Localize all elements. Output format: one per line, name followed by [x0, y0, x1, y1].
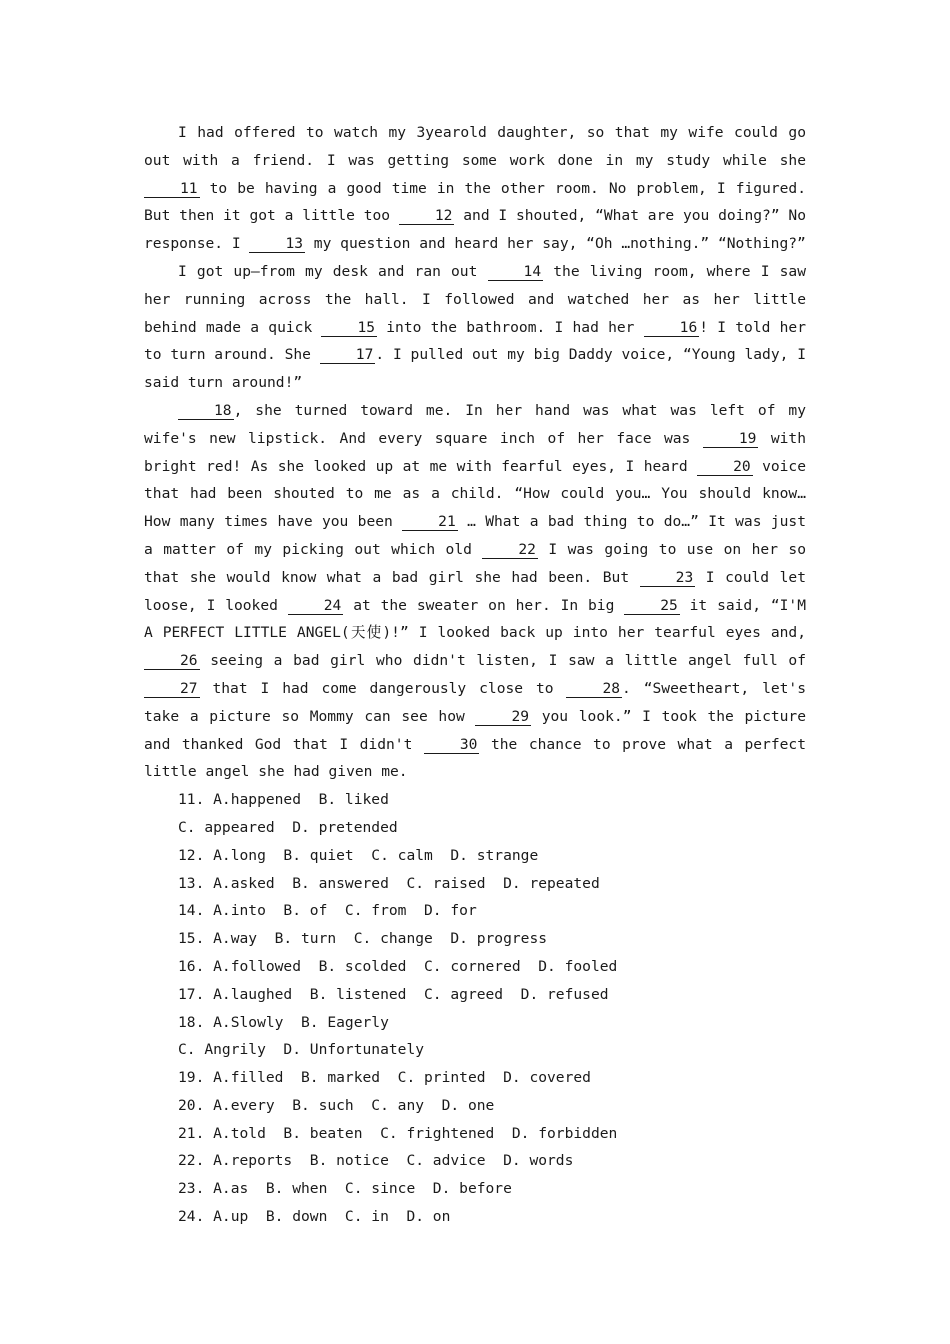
blank-17: 17 — [320, 346, 376, 364]
passage-text: my question and heard her say, “Oh …nothing.” “Nothing?” — [305, 235, 806, 253]
passage-text: at the sweater on her. In big — [343, 596, 625, 614]
passage-text: voice that had been shouted to me as a child. “How could you… You should know… How many times have you been — [144, 457, 806, 531]
blank-19: 19 — [703, 430, 759, 448]
blank-13: 13 — [249, 235, 305, 253]
question-list — [144, 786, 806, 1231]
passage-text: the chance to prove what a perfect little angel she had given me. — [144, 735, 806, 781]
blank-16: 16 — [644, 319, 700, 337]
blank-27: 27 — [144, 680, 200, 698]
blank-24: 24 — [288, 597, 344, 615]
blank-11: 11 — [144, 180, 200, 198]
question-line: 20. A.every B. such C. any D. one — [178, 1096, 495, 1114]
passage-text: into the bathroom. I had her — [377, 318, 644, 336]
passage-text: , she turned toward me. In her hand was what was left of my wife's new lipstick. And every square inch of her face was — [144, 401, 806, 447]
passage-paragraph-3 — [144, 397, 806, 786]
question-line: 23. A.as B. when C. since D. before — [178, 1180, 512, 1198]
passage-paragraph-1 — [144, 119, 806, 258]
blank-30: 30 — [424, 736, 480, 754]
question-line: 13. A.asked B. answered C. raised D. repeated — [178, 874, 600, 892]
passage-text: it said, “I'M A PERFECT LITTLE ANGEL(天使)!” I looked back up into her tearful eyes and, — [144, 596, 806, 642]
blank-20: 20 — [697, 458, 753, 476]
passage-text: seeing a bad girl who didn't listen, I saw a little angel full of — [199, 652, 806, 670]
blank-14: 14 — [488, 263, 544, 281]
blank-26: 26 — [144, 652, 200, 670]
passage-text: to be having a good time in the other room. No problem, I figured. But then it got a little too — [144, 179, 806, 225]
passage-text: I got up—from my desk and ran out — [178, 262, 488, 280]
question-line: C. Angrily D. Unfortunately — [178, 1041, 425, 1059]
document-page — [144, 119, 806, 1231]
passage-text: . “Sweetheart, let's take a picture so Mommy can see how — [144, 679, 807, 725]
question-line: 21. A.told B. beaten C. frightened D. forbidden — [178, 1124, 618, 1142]
blank-18: 18 — [178, 402, 234, 420]
blank-25: 25 — [624, 597, 680, 615]
question-line: 11. A.happened B. liked — [178, 791, 389, 809]
passage-text: I could let loose, I looked — [144, 568, 806, 614]
passage-text: you look.” I took the picture and thanked God that I didn't — [144, 707, 806, 753]
blank-15: 15 — [321, 319, 377, 337]
passage-text: and I shouted, “What are you doing?” No response. I — [144, 207, 806, 253]
blank-28: 28 — [566, 680, 622, 698]
question-line: 22. A.reports B. notice C. advice D. words — [178, 1152, 574, 1170]
passage-text: the living room, where I saw her running across the hall. I followed and watched her as her little behind made a quick — [144, 262, 806, 336]
blank-12: 12 — [399, 207, 455, 225]
question-line: 18. A.Slowly B. Eagerly — [178, 1013, 389, 1031]
question-line: 15. A.way B. turn C. change D. progress — [178, 930, 548, 948]
question-line: 24. A.up B. down C. in D. on — [178, 1208, 451, 1226]
question-line: 12. A.long B. quiet C. calm D. strange — [178, 846, 539, 864]
blank-29: 29 — [475, 708, 531, 726]
question-line: C. appeared D. pretended — [178, 818, 398, 836]
passage-text: ! I told her to turn around. She — [144, 318, 806, 364]
question-line: 14. A.into B. of C. from D. for — [178, 902, 477, 920]
blank-23: 23 — [640, 569, 696, 587]
passage-text: I had offered to watch my 3yearold daughter, so that my wife could go out with a friend. I was getting some work done in my study while she — [144, 124, 806, 169]
blank-21: 21 — [402, 513, 458, 531]
passage-text: I was going to use on her so that she would know what a bad girl she had been. But — [144, 540, 806, 586]
blank-22: 22 — [482, 541, 538, 559]
passage-text: … What a bad thing to do…” It was just a matter of my picking out which old — [144, 513, 806, 558]
passage-text: that I had come dangerously close to — [199, 679, 567, 697]
question-line: 17. A.laughed B. listened C. agreed D. refused — [178, 985, 609, 1003]
passage-paragraph-2 — [144, 258, 806, 397]
passage-text: with bright red! As she looked up at me with fearful eyes, I heard — [144, 429, 806, 475]
question-line: 19. A.filled B. marked C. printed D. covered — [178, 1069, 591, 1087]
passage-text: . I pulled out my big Daddy voice, “Young lady, I said turn around!” — [144, 346, 806, 392]
question-line: 16. A.followed B. scolded C. cornered D. fooled — [178, 957, 618, 975]
